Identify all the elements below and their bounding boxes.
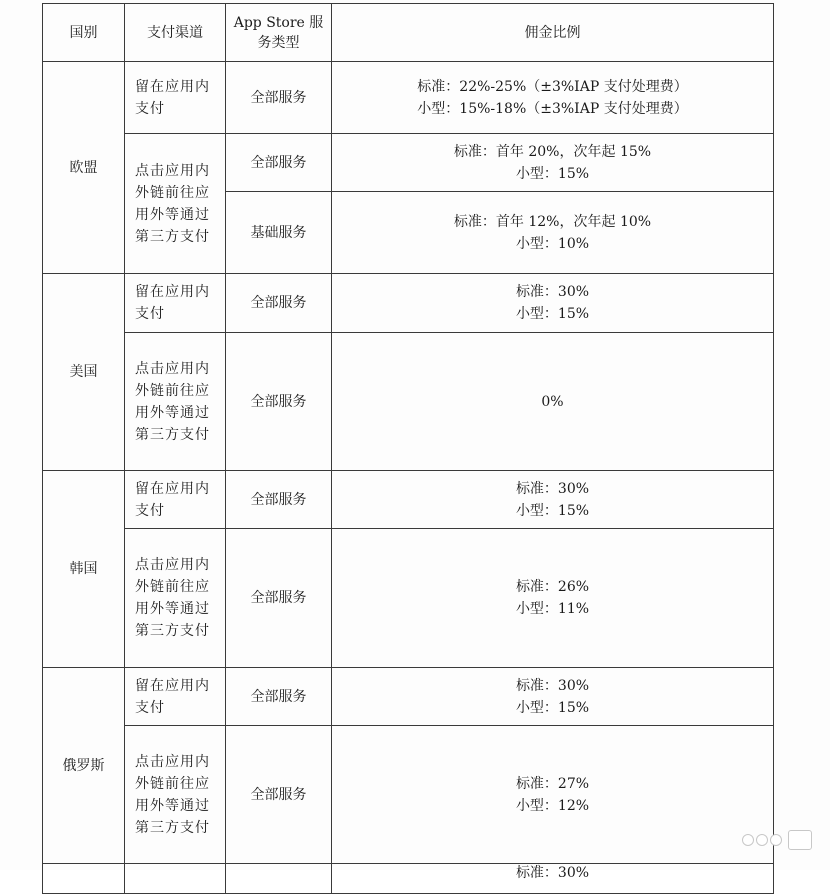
table-row — [43, 668, 774, 726]
rate-line: 小型：11% — [515, 601, 590, 617]
service-cell: 全部服务 — [226, 134, 332, 192]
channel-line: 点击应用内 — [135, 162, 210, 179]
channel-line: 用外等通过 — [135, 404, 210, 421]
channel-cell — [125, 134, 226, 274]
header-channel: 支付渠道 — [125, 4, 226, 62]
table-row — [43, 529, 774, 668]
service-cell: 全部服务 — [226, 529, 332, 668]
commission-table — [42, 3, 774, 894]
rate-cell — [332, 471, 774, 529]
dot-icon — [770, 834, 782, 846]
rate-cell — [332, 62, 774, 134]
rate-line: 小型：15% — [515, 699, 590, 716]
rate-cell — [332, 333, 774, 471]
header-service-line: App Store 服 — [233, 14, 324, 31]
rate-line: 标准：30% — [515, 865, 590, 881]
channel-line: 用外等通过 — [135, 206, 210, 223]
country-cell: 美国 — [43, 274, 125, 471]
rate-cell — [332, 726, 774, 864]
channel-cell — [125, 529, 226, 668]
service-cell: 全部服务 — [226, 62, 332, 134]
header-service-type — [226, 4, 332, 62]
rate-line: 小型：15% — [515, 165, 590, 182]
rate-line: 小型：15% — [515, 306, 590, 322]
table-row — [43, 471, 774, 529]
service-cell: 全部服务 — [226, 274, 332, 333]
channel-line: 第三方支付 — [135, 623, 210, 639]
channel-line: 外链前往应 — [135, 775, 210, 792]
table-row — [43, 333, 774, 471]
channel-cell — [125, 668, 226, 726]
table-row — [43, 62, 774, 134]
channel-line: 支付 — [135, 306, 165, 322]
channel-line: 留在应用内 — [135, 78, 210, 95]
channel-cell — [125, 274, 226, 333]
channel-line: 留在应用内 — [135, 284, 210, 300]
header-rate: 佣金比例 — [332, 4, 774, 62]
channel-line: 点击应用内 — [135, 557, 210, 573]
header-service-line: 务类型 — [257, 34, 300, 51]
channel-line: 留在应用内 — [135, 677, 210, 694]
rate-line: 小型：15% — [515, 502, 590, 519]
country-cell: 韩国 — [43, 471, 125, 668]
rate-line: 小型：12% — [515, 797, 590, 814]
dot-icon — [756, 834, 768, 846]
country-cell: 欧盟 — [43, 62, 125, 274]
channel-line: 第三方支付 — [135, 228, 210, 245]
table-header-row — [43, 4, 774, 62]
channel-line: 外链前往应 — [135, 382, 210, 399]
rate-line: 标准：27% — [515, 775, 590, 792]
rate-cell — [332, 274, 774, 333]
channel-line: 第三方支付 — [135, 426, 210, 443]
rate-line: 标准：30% — [515, 480, 590, 497]
rate-line: 标准：22%-25%（±3%IAP 支付处理费） — [417, 78, 688, 95]
table-row — [43, 134, 774, 192]
rate-line: 0% — [541, 393, 564, 410]
service-cell: 全部服务 — [226, 668, 332, 726]
channel-line: 外链前往应 — [135, 579, 210, 595]
rate-cell — [332, 529, 774, 668]
rate-line: 小型：15%-18%（±3%IAP 支付处理费） — [417, 100, 688, 117]
rate-line: 标准：首年 12%，次年起 10% — [453, 213, 652, 230]
country-cell — [43, 864, 125, 894]
table-row — [43, 864, 774, 894]
channel-cell — [125, 726, 226, 864]
rate-cell — [332, 192, 774, 274]
bar-icon — [788, 830, 812, 850]
service-cell: 全部服务 — [226, 471, 332, 529]
rate-line: 标准：26% — [515, 579, 590, 595]
rate-cell — [332, 668, 774, 726]
channel-line: 点击应用内 — [135, 360, 210, 377]
channel-line: 支付 — [135, 100, 165, 117]
rate-line: 标准：30% — [515, 677, 590, 694]
channel-line: 用外等通过 — [135, 797, 210, 814]
dot-icon — [742, 834, 754, 846]
channel-line: 第三方支付 — [135, 819, 210, 836]
channel-line: 点击应用内 — [135, 753, 210, 770]
table-row — [43, 726, 774, 864]
service-cell — [226, 864, 332, 894]
rate-cell — [332, 864, 774, 894]
rate-cell — [332, 134, 774, 192]
channel-line: 外链前往应 — [135, 184, 210, 201]
channel-line: 留在应用内 — [135, 480, 210, 497]
channel-cell — [125, 864, 226, 894]
channel-line: 支付 — [135, 699, 165, 716]
service-cell: 基础服务 — [226, 192, 332, 274]
rate-line: 标准：30% — [515, 284, 590, 300]
country-cell: 俄罗斯 — [43, 668, 125, 864]
rate-line: 标准：首年 20%，次年起 15% — [453, 143, 652, 160]
channel-cell — [125, 62, 226, 134]
rate-line: 小型：10% — [515, 235, 590, 252]
table-row — [43, 274, 774, 333]
channel-cell — [125, 333, 226, 471]
channel-line: 用外等通过 — [135, 601, 210, 617]
service-cell: 全部服务 — [226, 333, 332, 471]
header-country: 国别 — [43, 4, 125, 62]
channel-cell — [125, 471, 226, 529]
more-options-icon[interactable] — [742, 826, 812, 854]
channel-line: 支付 — [135, 502, 165, 519]
service-cell: 全部服务 — [226, 726, 332, 864]
